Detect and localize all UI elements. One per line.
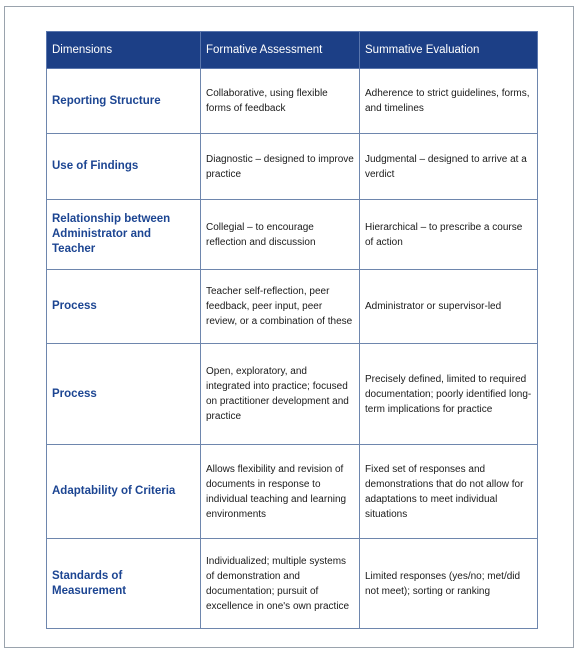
dimension-cell: Reporting Structure <box>47 69 201 134</box>
dimension-cell: Use of Findings <box>47 134 201 200</box>
header-formative: Formative Assessment <box>201 32 360 69</box>
formative-cell: Collaborative, using flexible forms of feedback <box>201 69 360 134</box>
table-row <box>47 270 538 344</box>
table-row <box>47 539 538 629</box>
summative-cell: Administrator or supervisor-led <box>360 270 538 344</box>
summative-cell: Limited responses (yes/no; met/did not meet); sorting or ranking <box>360 539 538 629</box>
formative-cell: Collegial – to encourage reflection and discussion <box>201 200 360 270</box>
dimension-cell: Relationship between Administrator and Teacher <box>47 200 201 270</box>
summative-cell: Adherence to strict guidelines, forms, and timelines <box>360 69 538 134</box>
comparison-table <box>46 31 538 629</box>
table-row <box>47 134 538 200</box>
header-summative: Summative Evaluation <box>360 32 538 69</box>
dimension-cell: Process <box>47 344 201 445</box>
formative-cell: Individualized; multiple systems of demonstration and documentation; pursuit of excellence in one's own practice <box>201 539 360 629</box>
table-row <box>47 69 538 134</box>
table-header-row <box>47 32 538 69</box>
table-row <box>47 445 538 539</box>
formative-cell: Open, exploratory, and integrated into practice; focused on practitioner development and practice <box>201 344 360 445</box>
table-row <box>47 344 538 445</box>
formative-cell: Allows flexibility and revision of documents in response to individual teaching and learning environments <box>201 445 360 539</box>
header-dimensions: Dimensions <box>47 32 201 69</box>
dimension-cell: Process <box>47 270 201 344</box>
dimension-cell: Adaptability of Criteria <box>47 445 201 539</box>
summative-cell: Fixed set of responses and demonstrations that do not allow for adaptations to meet individual situations <box>360 445 538 539</box>
formative-cell: Teacher self-reflection, peer feedback, peer input, peer review, or a combination of these <box>201 270 360 344</box>
dimension-cell: Standards of Measurement <box>47 539 201 629</box>
summative-cell: Precisely defined, limited to required documentation; poorly identified long-term implications for practice <box>360 344 538 445</box>
formative-cell: Diagnostic – designed to improve practice <box>201 134 360 200</box>
table-row <box>47 200 538 270</box>
summative-cell: Judgmental – designed to arrive at a verdict <box>360 134 538 200</box>
summative-cell: Hierarchical – to prescribe a course of action <box>360 200 538 270</box>
